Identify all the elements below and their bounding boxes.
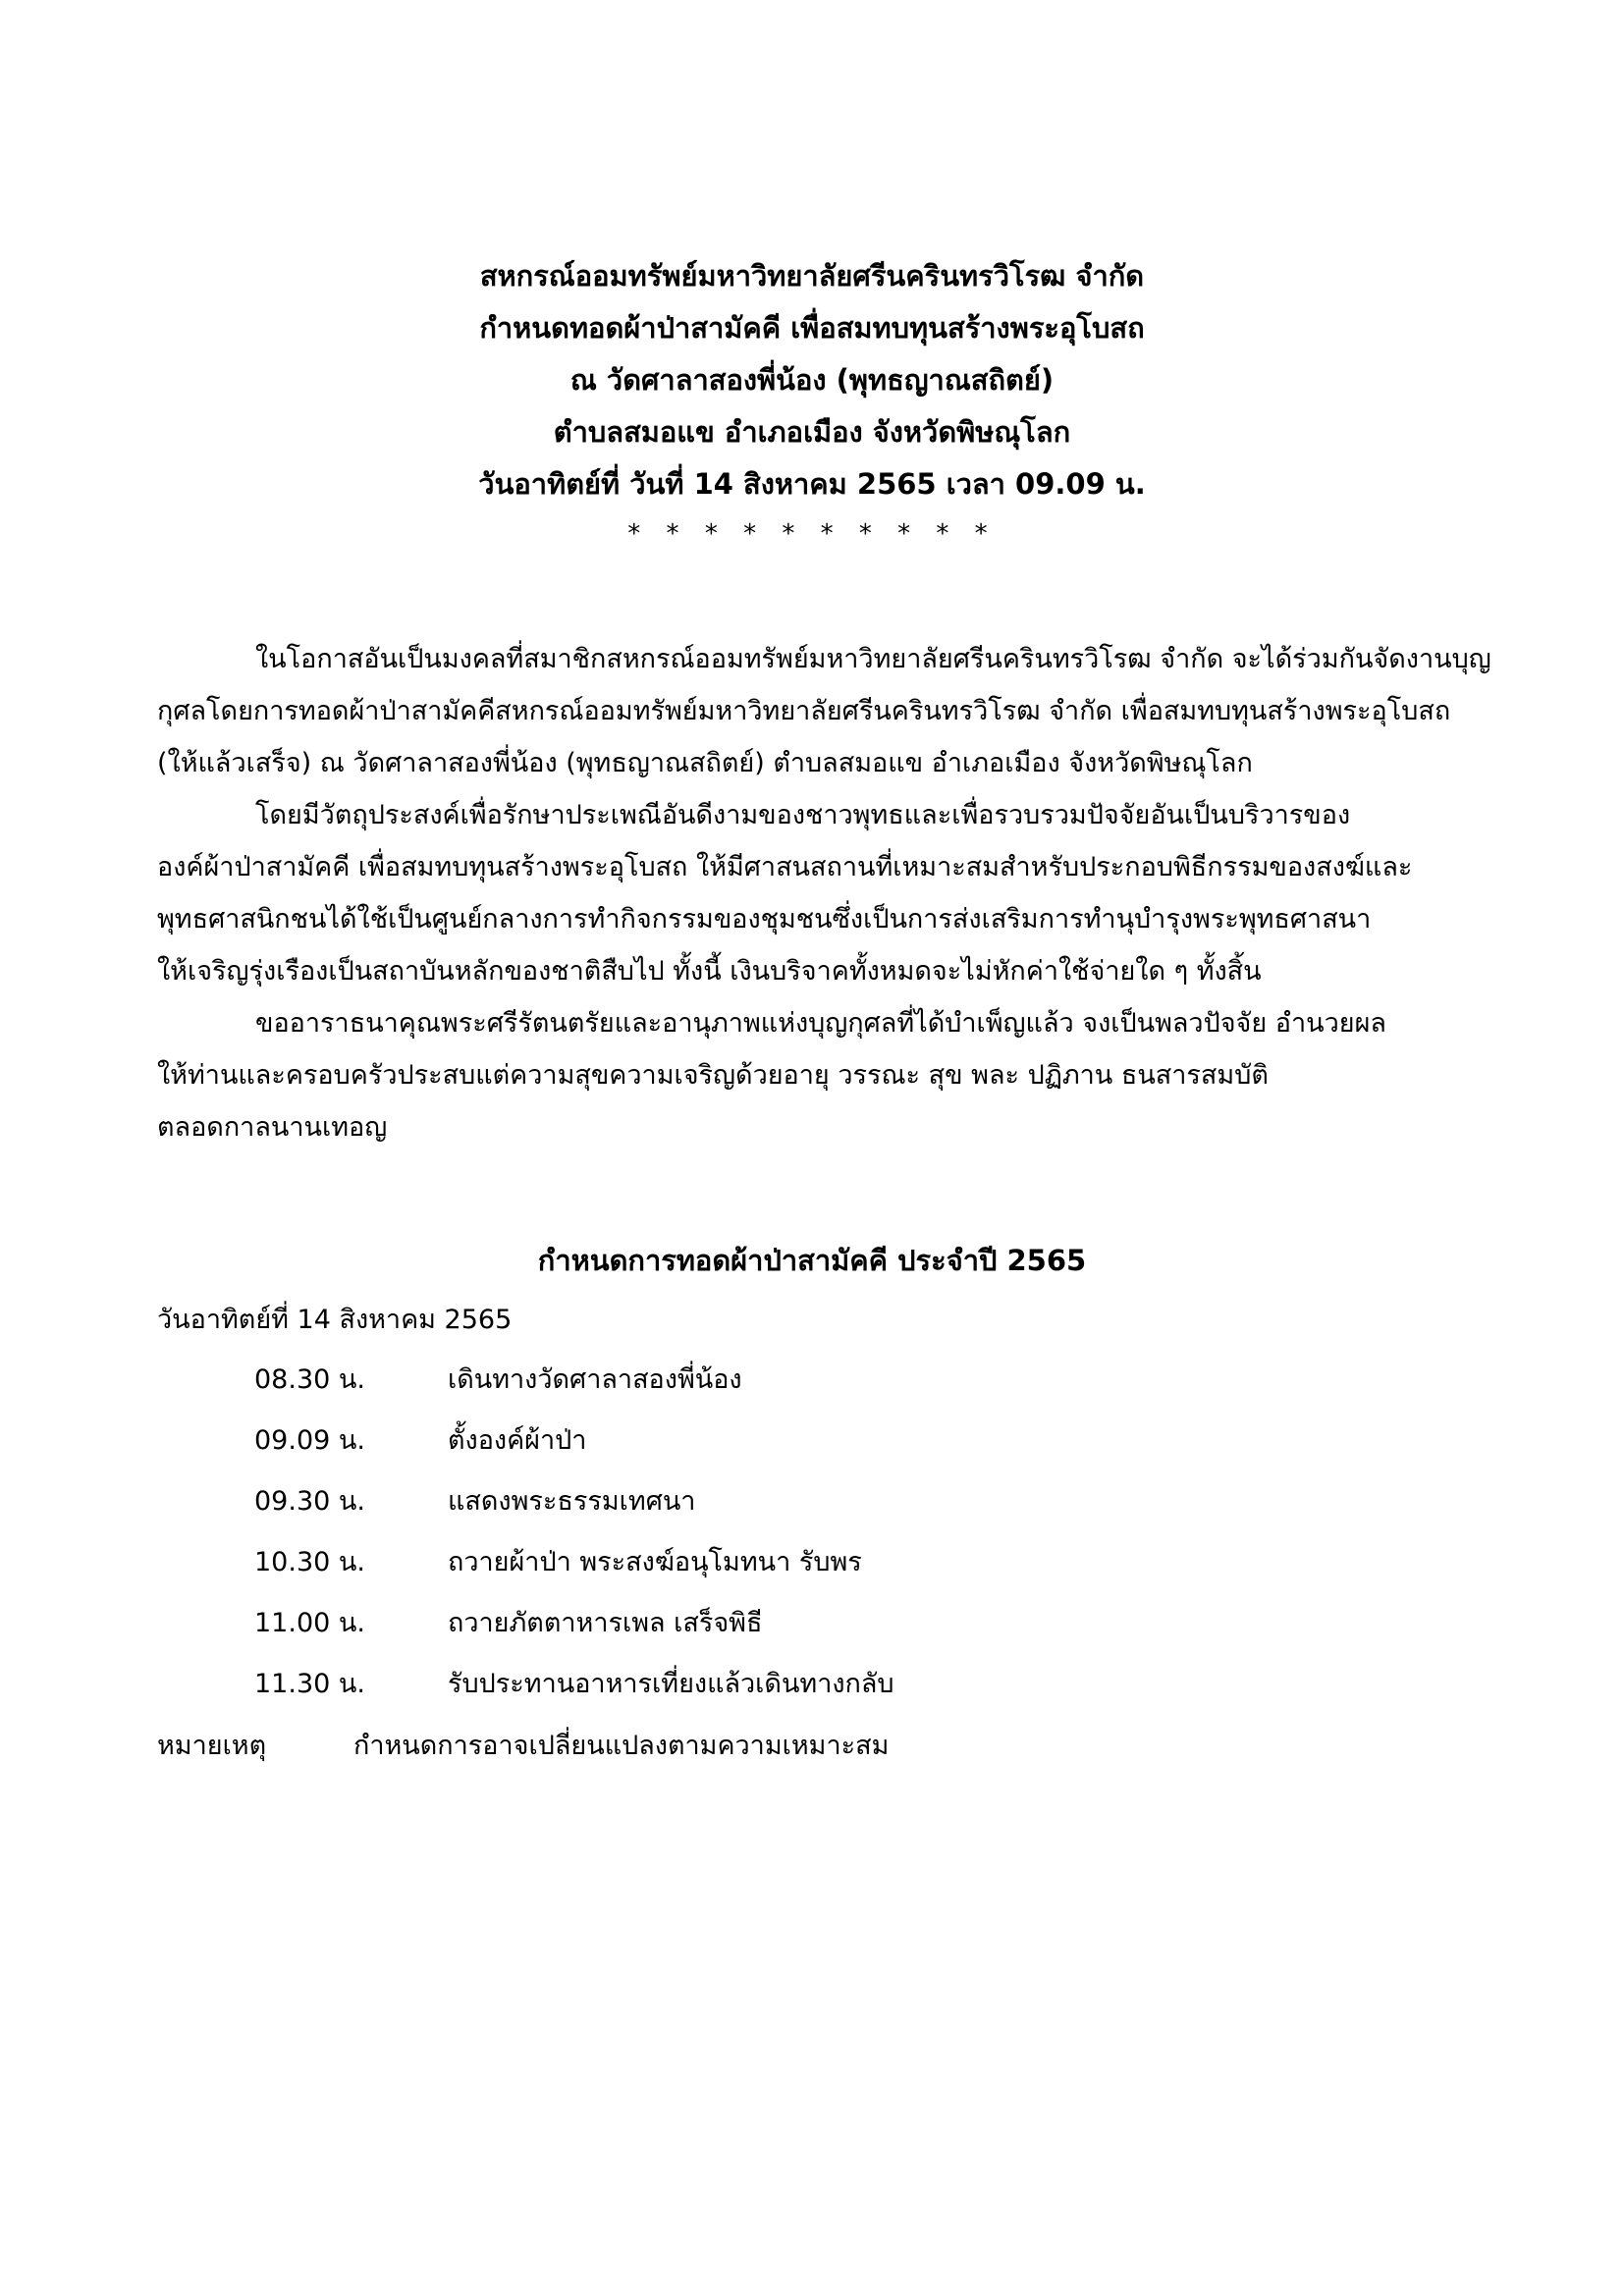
schedule-row — [254, 1471, 894, 1532]
header-organization: สหกรณ์ออมทรัพย์มหาวิทยาลัยศรีนครินทรวิโรฒ จำกัด — [479, 259, 1145, 293]
header-location: ตำบลสมอแข อำเภอเมือง จังหวัดพิษณุโลก — [553, 415, 1071, 449]
header-venue: ณ วัดศาลาสองพี่น้อง (พุทธญาณสถิตย์) — [569, 363, 1055, 397]
body-paragraph-3-line-1: ขออาราธนาคุณพระศรีรัตนตรัยและอานุภาพแห่งบุญกุศลที่ได้บำเพ็ญแล้ว จงเป็นพลวปัจจัย อำนวยผล — [255, 1008, 1386, 1039]
body-paragraph-1-line-2: กุศลโดยการทอดผ้าป่าสามัคคีสหกรณ์ออมทรัพย์มหาวิทยาลัยศรีนครินทรวิโรฒ จำกัด เพื่อสมทบทุนสร้างพระอุโบสถ — [157, 696, 1451, 726]
schedule-row — [254, 1654, 894, 1715]
body-paragraph-2-line-1: โดยมีวัตถุประสงค์เพื่อรักษาประเพณีอันดีงามของชาวพุทธและเพื่อรวบรวมปัจจัยอันเป็นบริวารของ — [255, 800, 1351, 830]
schedule-row — [254, 1532, 894, 1593]
schedule-title: กำหนดการทอดผ้าป่าสามัคคี ประจำปี 2565 — [537, 1244, 1087, 1277]
schedule-activity: รับประทานอาหารเที่ยงแล้วเดินทางกลับ — [448, 1669, 894, 1699]
schedule-activity: ถวายผ้าป่า พระสงฆ์อนุโมทนา รับพร — [448, 1547, 862, 1577]
header-event: กำหนดทอดผ้าป่าสามัคคี เพื่อสมทบทุนสร้างพระอุโบสถ — [479, 311, 1145, 345]
body-paragraph-2-line-4: ให้เจริญรุ่งเรืองเป็นสถาบันหลักของชาติสืบไป ทั้งนี้ เงินบริจาคทั้งหมดจะไม่หักค่าใช้จ่ายใด ๆ ทั้งสิ้น — [157, 956, 1262, 987]
body-paragraph-2-line-2: องค์ผ้าป่าสามัคคี เพื่อสมทบทุนสร้างพระอุโบสถ ให้มีศาสนสถานที่เหมาะสมสำหรับประกอบพิธีกรรมของสงฆ์และ — [157, 852, 1413, 882]
schedule-activity: ตั้งองค์ผ้าป่า — [448, 1425, 587, 1456]
schedule-time: 10.30 น. — [254, 1547, 365, 1577]
body-paragraph-1-line-1: ในโอกาสอันเป็นมงคลที่สมาชิกสหกรณ์ออมทรัพย์มหาวิทยาลัยศรีนครินทรวิโรฒ จำกัด จะได้ร่วมกันจัดงานบุญ — [255, 644, 1491, 674]
body-paragraph-3-line-3: ตลอดกาลนานเทอญ — [157, 1112, 388, 1143]
schedule-time: 09.30 น. — [254, 1486, 365, 1517]
schedule-time: 08.30 น. — [254, 1364, 365, 1395]
body-paragraph-1-line-3: (ให้แล้วเสร็จ) ณ วัดศาลาสองพี่น้อง (พุทธญาณสถิตย์) ตำบลสมอแข อำเภอเมือง จังหวัดพิษณุโลก — [157, 748, 1253, 778]
schedule-activity: แสดงพระธรรมเทศนา — [448, 1486, 696, 1517]
note-label: หมายเหตุ — [157, 1731, 267, 1761]
schedule-date: วันอาทิตย์ที่ 14 สิงหาคม 2565 — [157, 1305, 513, 1335]
schedule-row — [254, 1411, 894, 1471]
schedule-time: 11.30 น. — [254, 1669, 365, 1699]
schedule-list — [254, 1350, 894, 1715]
schedule-activity: ถวายภัตตาหารเพล เสร็จพิธี — [448, 1608, 763, 1638]
header-datetime: วันอาทิตย์ที่ วันที่ 14 สิงหาคม 2565 เวลา 09.09 น. — [478, 467, 1146, 501]
schedule-activity: เดินทางวัดศาลาสองพี่น้อง — [448, 1364, 742, 1395]
body-paragraph-3-line-2: ให้ท่านและครอบครัวประสบแต่ความสุขความเจริญด้วยอายุ วรรณะ สุข พละ ปฏิภาน ธนสารสมบัติ — [157, 1060, 1269, 1091]
schedule-note — [157, 1720, 889, 1772]
body-paragraph-2-line-3: พุทธศาสนิกชนได้ใช้เป็นศูนย์กลางการทำกิจกรรมของชุมชนซึ่งเป็นการส่งเสริมการทำนุบำรุงพระพุทธศาสนา — [157, 904, 1372, 934]
note-text: กำหนดการอาจเปลี่ยนแปลงตามความเหมาะสม — [353, 1731, 890, 1761]
document-body — [157, 633, 1551, 1153]
document-header — [0, 250, 1624, 556]
schedule-row — [254, 1593, 894, 1654]
schedule-time: 11.00 น. — [254, 1608, 365, 1638]
schedule-row — [254, 1350, 894, 1411]
header-separator: * * * * * * * * * * — [627, 519, 997, 549]
schedule-time: 09.09 น. — [254, 1425, 365, 1456]
